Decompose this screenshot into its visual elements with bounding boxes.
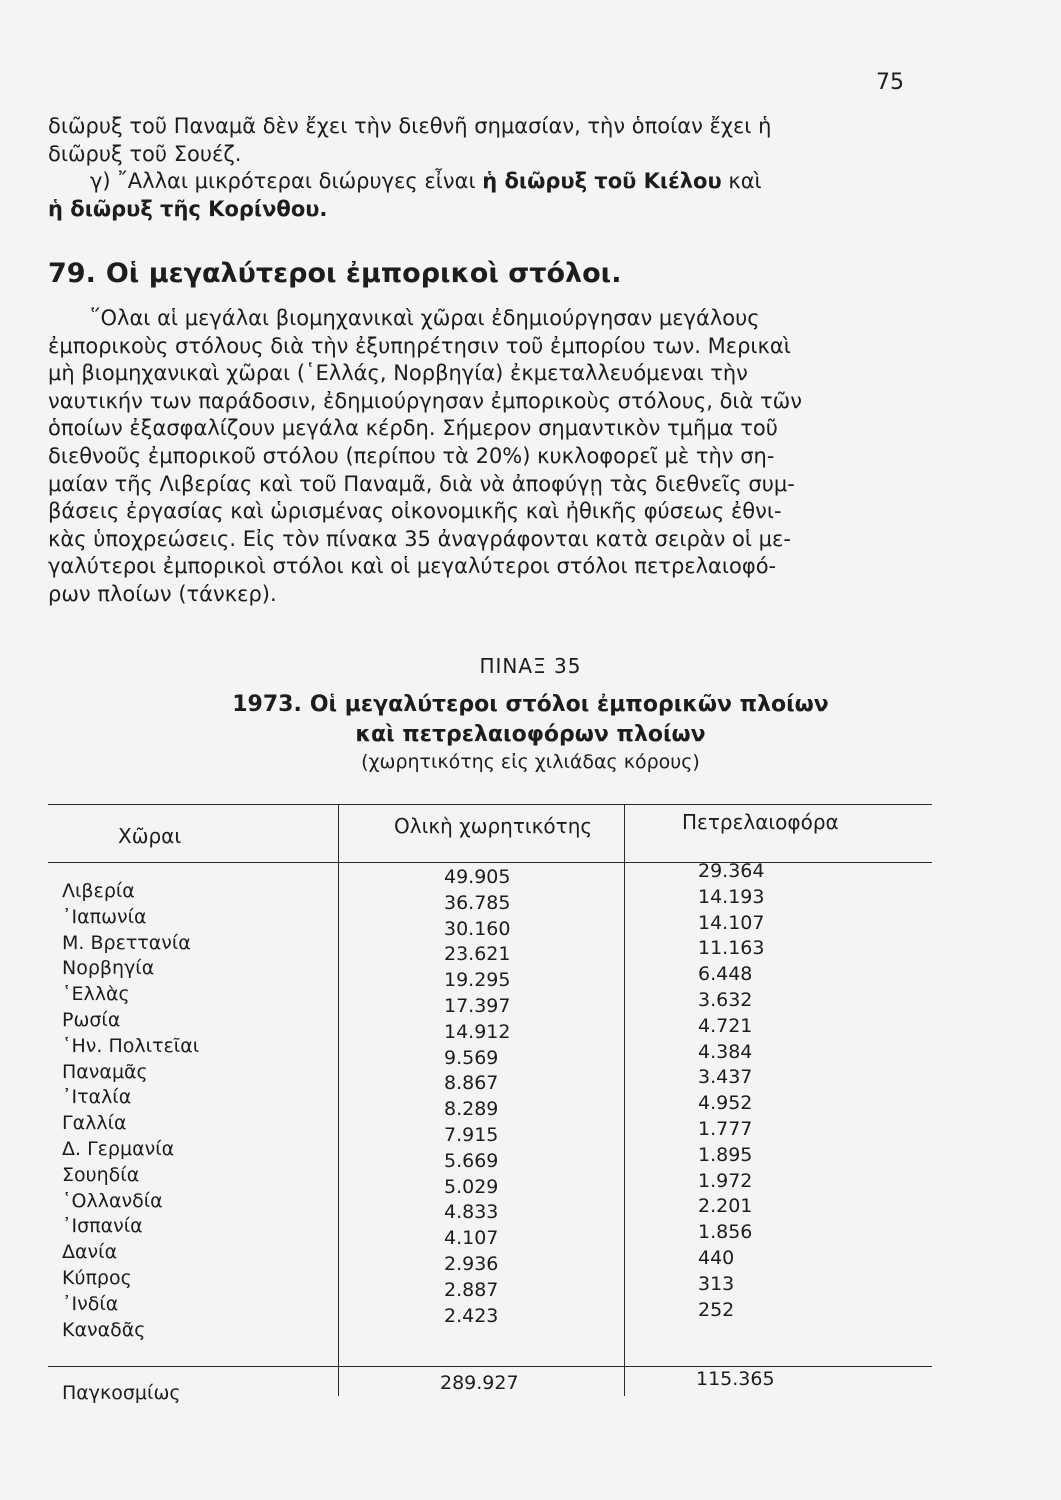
country-cell: Κύπρος [62, 1267, 132, 1289]
tankers-cell: 4.384 [698, 1040, 753, 1063]
total-tonnage-cell: 49.905 [444, 866, 511, 888]
world-total-tonnage: 289.927 [440, 1372, 519, 1394]
tankers-cell: 14.107 [698, 911, 765, 934]
country-cell: Παναμᾶς [62, 1060, 148, 1083]
page-number: 75 [876, 70, 904, 95]
table-top-rule [48, 804, 932, 805]
total-tonnage-cell: 2.887 [444, 1278, 499, 1301]
total-tonnage-cell: 5.669 [444, 1149, 499, 1172]
total-tonnage-cell: 2.423 [444, 1304, 499, 1327]
country-cell: Δανία [62, 1241, 118, 1264]
world-total-label: Παγκοσμίως [62, 1382, 181, 1404]
intro-paragraph [48, 113, 908, 223]
total-tonnage-cell: 5.029 [444, 1175, 499, 1198]
tankers-cell: 440 [698, 1247, 735, 1269]
item-gamma-middle: καὶ [721, 169, 762, 194]
tankers-cell: 313 [698, 1272, 735, 1295]
total-tonnage-cell: 17.397 [444, 995, 511, 1017]
total-tonnage-cell: 8.867 [444, 1072, 499, 1095]
total-tonnage-cell: 4.833 [444, 1201, 499, 1224]
intro-line: διῶρυξ τοῦ Σουέζ. [48, 141, 242, 166]
table-header-rule [48, 862, 932, 863]
tankers-cell: 1.895 [698, 1143, 753, 1166]
country-cell: ῾Ολλανδία [62, 1189, 163, 1212]
body-line: μὴ βιομηχανικαὶ χῶραι (῾Ελλάς, Νορβηγία) ἐκμεταλλευόμεναι τὴν [48, 361, 748, 386]
country-cell: Ρωσία [62, 1009, 121, 1031]
table-subtitle: (χωρητικότης εἰς χιλιάδας κόρους) [361, 751, 700, 773]
tankers-cell: 1.856 [698, 1221, 753, 1244]
intro-line: διῶρυξ τοῦ Παναμᾶ δὲν ἔχει τὴν διεθνῆ σημασίαν, τὴν ὁποίαν ἔχει ἡ [48, 114, 772, 138]
body-line: ἐμπορικοὺς στόλους διὰ τὴν ἐξυπηρέτησιν τοῦ ἐμπορίου των. Μερικαὶ [48, 333, 791, 358]
country-cell: Καναδᾶς [62, 1318, 146, 1341]
total-tonnage-cell: 2.936 [444, 1253, 499, 1275]
body-line: ὁποίων ἐξασφαλίζουν μεγάλα κέρδη. Σήμερον σημαντικὸν τμῆμα τοῦ [48, 416, 778, 441]
country-cell: ᾽Ισπανία [62, 1215, 143, 1238]
body-line: γαλύτεροι ἐμπορικοὶ στόλοι καὶ οἱ μεγαλύτεροι στόλοι πετρελαιοφό- [48, 554, 777, 579]
tankers-cell: 1.777 [698, 1118, 753, 1140]
total-tonnage-cell: 9.569 [444, 1046, 499, 1069]
section-number: 79. [48, 258, 96, 289]
tankers-cell: 2.201 [698, 1195, 753, 1218]
tankers-cell: 1.972 [698, 1169, 753, 1192]
body-line: διεθνοῦς ἐμπορικοῦ στόλου (περίπου τὰ 20%) κυκλοφορεῖ μὲ τὴν ση- [48, 443, 775, 468]
total-tonnage-cell: 30.160 [444, 917, 511, 940]
table-title-line2: καὶ πετρελαιοφόρων πλοίων [355, 722, 706, 747]
body-line: κὰς ὑποχρεώσεις. Εἰς τὸν πίνακα 35 ἀναγράφονται κατὰ σειρὰν οἱ με- [48, 526, 791, 551]
tankers-cell: 29.364 [698, 860, 765, 882]
body-line: ρων πλοίων (τάνκερ). [48, 581, 277, 606]
body-line: ναυτικήν των παράδοσιν, ἐδημιούργησαν ἐμπορικοὺς στόλους, διὰ τῶν [48, 388, 803, 413]
table-total-rule [48, 1366, 932, 1367]
header-tankers: Πετρελαιοφόρα [682, 810, 839, 834]
tankers-cell: 3.437 [698, 1066, 753, 1089]
country-cell: ᾽Ιαπωνία [62, 905, 147, 928]
tankers-cell: 11.163 [698, 937, 765, 960]
country-cell: ῾Ην. Πολιτεῖαι [62, 1034, 200, 1057]
country-cell: Γαλλία [62, 1112, 127, 1135]
country-cell: Δ. Γερμανία [62, 1138, 175, 1160]
world-total-tankers: 115.365 [696, 1368, 775, 1390]
header-total-tonnage: Ολικὴ χωρητικότης [394, 814, 593, 838]
country-cell: ᾽Ινδία [62, 1292, 119, 1315]
kiel-canal-text: ἡ διῶρυξ τοῦ Κιέλου [482, 169, 722, 194]
country-cell: ῾Ελλὰς [62, 983, 130, 1006]
tankers-cell: 4.952 [698, 1092, 753, 1115]
header-countries: Χῶραι [118, 824, 182, 848]
body-line: μαίαν τῆς Λιβερίας καὶ τοῦ Παναμᾶ, διὰ νὰ ἀποφύγῃ τὰς διεθνεῖς συμ- [48, 471, 795, 496]
country-cell: Λιβερία [62, 880, 135, 902]
country-cell: ᾽Ιταλία [62, 1086, 132, 1109]
country-cell: Νορβηγία [62, 957, 155, 980]
country-cell: Μ. Βρεττανία [62, 931, 191, 954]
tankers-cell: 3.632 [698, 989, 753, 1011]
total-tonnage-cell: 23.621 [444, 943, 511, 966]
body-paragraph [48, 305, 908, 609]
tankers-cell: 252 [698, 1298, 735, 1321]
body-line: βάσεις ἐργασίας καὶ ὡρισμένας οἰκονομικῆς καὶ ἠθικῆς φύσεως ἐθνι- [48, 499, 782, 524]
table-body [0, 860, 1061, 1358]
section-title: Οἱ μεγαλύτεροι ἐμπορικοὶ στόλοι. [105, 258, 622, 289]
table-label: ΠΙΝΑΞ 35 [479, 654, 582, 678]
total-tonnage-cell: 14.912 [444, 1020, 511, 1043]
section-heading [48, 258, 621, 289]
item-gamma-prefix: γ) ῎Αλλαι μικρότεραι διώρυγες εἶναι [90, 169, 483, 194]
corinth-canal-text: ἡ διῶρυξ τῆς Κορίνθου. [48, 196, 328, 221]
tankers-cell: 14.193 [698, 885, 765, 908]
country-cell: Σουηδία [62, 1163, 140, 1186]
body-line: ῞Ολαι αἱ μεγάλαι βιομηχανικαὶ χῶραι ἐδημιούργησαν μεγάλους [90, 306, 760, 330]
total-tonnage-cell: 8.289 [444, 1098, 499, 1121]
total-tonnage-cell: 36.785 [444, 891, 511, 914]
table-title-line1: Οἱ μεγαλύτεροι στόλοι ἐμπορικῶν πλοίων [309, 692, 829, 717]
tankers-cell: 4.721 [698, 1014, 753, 1037]
item-gamma [48, 168, 908, 196]
total-tonnage-cell: 7.915 [444, 1124, 499, 1146]
tankers-cell: 6.448 [698, 963, 753, 986]
table-year: 1973. [232, 692, 302, 717]
table-title [0, 692, 1061, 717]
total-tonnage-cell: 19.295 [444, 969, 511, 992]
total-tonnage-cell: 4.107 [444, 1227, 499, 1250]
